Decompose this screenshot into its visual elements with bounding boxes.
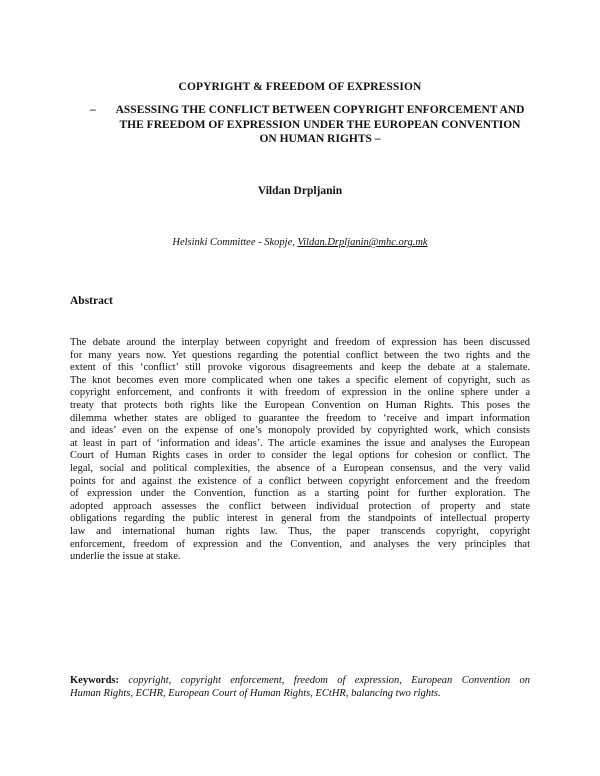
subtitle-line: THE FREEDOM OF EXPRESSION UNDER THE EUROPEAN CONVENTION [119, 118, 521, 131]
abstract-line: underlie the issue at stake. [70, 551, 181, 563]
abstract-line: law and international human rights law. Thus, the paper transcends copyright, copyright [70, 525, 530, 537]
abstract-body [70, 337, 530, 564]
abstract-line: at least in part of ‘information and ideas’. The article examines the issue and analyses the European [70, 437, 530, 449]
abstract-heading: Abstract [70, 295, 113, 307]
author-name: Vildan Drpljanin [257, 185, 343, 197]
abstract-line: of expression under the Convention, function as a starting point for further exploration. The [70, 488, 530, 500]
subtitle-line: ASSESSING THE CONFLICT BETWEEN COPYRIGHT ENFORCEMENT AND [115, 104, 525, 116]
keywords-text: copyright, copyright enforcement, freedom of expression, European Convention on [119, 675, 530, 686]
subtitle-dash: – [90, 104, 96, 116]
abstract-line: dilemma whether states are obliged to guarantee the freedom to ‘receive and impart information [70, 412, 530, 424]
subtitle-line: ON HUMAN RIGHTS – [259, 133, 381, 145]
abstract-line: legal, social and political complexities, the absence of a European consensus, and the very valid [70, 462, 530, 474]
subtitle-lines [110, 103, 530, 147]
abstract-line: copyright enforcement, and confronts it with freedom of expression in the online sphere under a [70, 387, 530, 399]
abstract-line: treaty that protects both rights like the European Convention on Human Rights. This poses the [70, 399, 530, 411]
abstract-line: adopted approach assesses the conflict between individual protection of property and state [70, 500, 530, 512]
keywords-block [70, 674, 530, 700]
abstract-line: obligations regarding the public interest in general from the standpoints of intellectual property [70, 513, 530, 525]
keywords-line [70, 674, 530, 687]
abstract-line: enforcement, freedom of expression and the Convention, and analyses the very principles that [70, 538, 530, 550]
abstract-line: Court of Human Rights cases in order to consider the legal options for cohesion or conflict. The [70, 450, 530, 462]
abstract-line: and ideas’ even on the expense of one’s monopoly provided by copyrighted work, which consists [70, 425, 530, 437]
paper-subtitle [90, 103, 530, 147]
keywords-line: Human Rights, ECHR, European Court of Human Rights, ECtHR, balancing two rights. [70, 688, 441, 699]
abstract-line: points for and against the existence of a conflict between copyright enforcement and the freedom [70, 475, 530, 487]
abstract-line: for many years now. Yet questions regarding the potential conflict between the two rights and the [70, 349, 530, 361]
affiliation-text: Helsinki Committee - Skopje, [172, 237, 298, 248]
author-email-link[interactable]: Vildan.Drpljanin@mhc.org.mk [297, 237, 428, 248]
abstract-line: The knot becomes even more complicated when one takes a specific element of copyright, such as [70, 374, 530, 386]
abstract-line: extent of this ‘conflict’ still provoke vigorous disagreements and keep the debate at a stalemate. [70, 362, 530, 374]
abstract-line: The debate around the interplay between copyright and freedom of expression has been discussed [70, 337, 530, 348]
paper-title: COPYRIGHT & FREEDOM OF EXPRESSION [178, 81, 422, 93]
author-affiliation [0, 237, 600, 248]
keywords-label: Keywords: [70, 675, 119, 686]
